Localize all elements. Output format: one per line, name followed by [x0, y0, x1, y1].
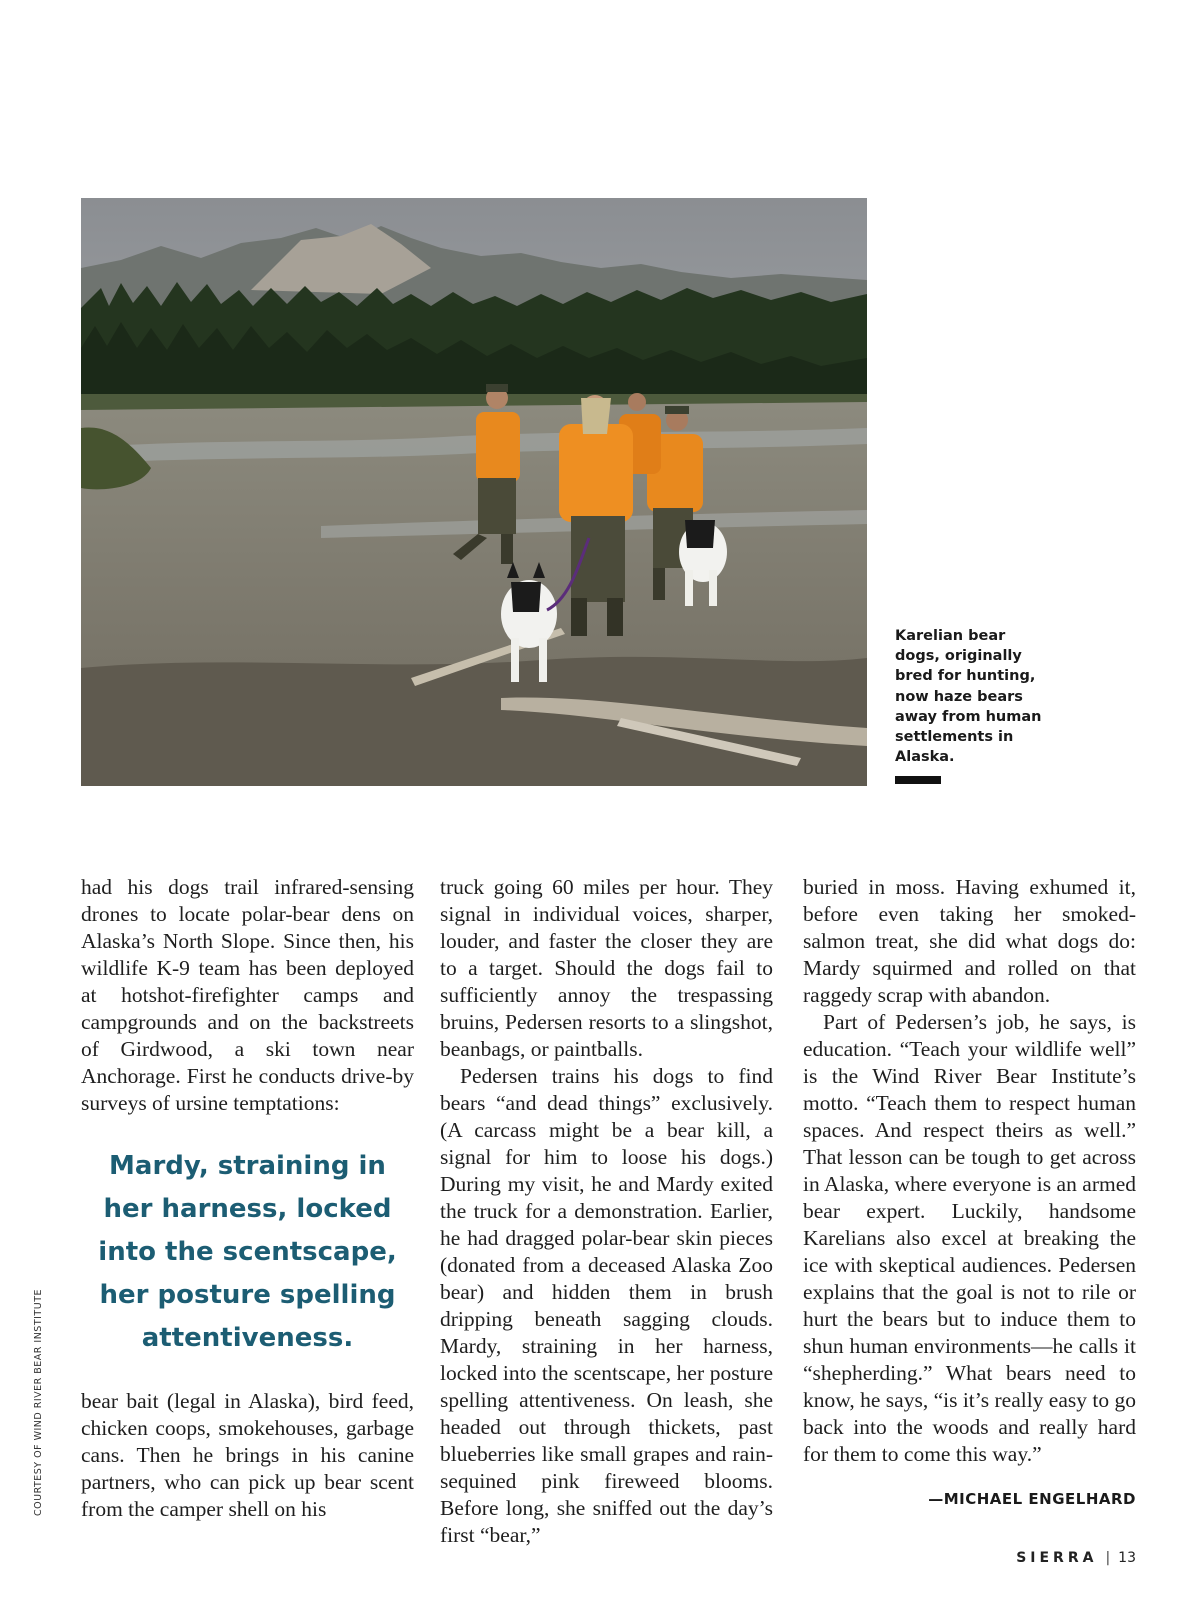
page-folio: [960, 1550, 1136, 1566]
page-number: 13: [1118, 1550, 1136, 1566]
caption-rule: [895, 776, 941, 784]
folio-separator: |: [1105, 1550, 1111, 1566]
body-paragraph: bear bait (legal in Alaska), bird feed, chicken coops, smokehouses, garbage cans. Then he brings in his canine partners, who can pick up bear scent from the camper shell on his: [81, 1389, 414, 1521]
photo-caption: Karelian bear dogs, originally bred for hunting, now haze bears away from human settlements in Alaska.: [895, 628, 1042, 766]
article-column-1-continued: [81, 1388, 414, 1523]
photo-credit: COURTESY OF WIND RIVER BEAR INSTITUTE: [33, 1289, 44, 1516]
body-paragraph: Pedersen trains his dogs to find bears “and dead things” exclusively. (A carcass might be a bear kill, a signal for him to loose his dogs.) During my visit, he and Mardy exited the truck for a demonstration. Earlier, he had dragged polar-bear skin pieces (donated from a deceased Alaska Zoo bear) and hidden them in brush dripping beneath sagging clouds. Mardy, straining in her harness, locked into the scentscape, her posture spelling attentiveness. On leash, she headed out through thickets, past blueberries like small grapes and rain-sequined pink fireweed blooms. Before long, she sniffed out the day’s first “bear,”: [440, 1064, 773, 1547]
photo-illustration: [81, 198, 867, 786]
author-byline: —MICHAEL ENGELHARD: [928, 1490, 1136, 1508]
article-column-3: [803, 874, 1136, 1468]
pull-quote: Mardy, straining in her harness, locked into the scentscape, her posture spelling attentiveness.: [98, 1151, 397, 1353]
article-column-1: [81, 874, 414, 1117]
article-column-2: [440, 874, 773, 1549]
article-photo: [81, 198, 867, 786]
body-paragraph: Part of Pedersen’s job, he says, is education. “Teach your wildlife well” is the Wind River Bear Institute’s motto. “Teach them to respect human spaces. And respect theirs as well.” That lesson can be tough to get across in Alaska, where everyone is an armed bear expert. Luckily, handsome Karelians also excel at breaking the ice with skeptical audiences. Pedersen explains that the goal is not to rile or hurt the bears but to induce them to shun human environments—he calls it “shepherding.” What bears need to know, he says, “is it’s really easy to go back into the woods and really hard for them to come this way.”: [803, 1010, 1136, 1466]
body-paragraph: buried in moss. Having exhumed it, before even taking her smoked-salmon treat, she did what dogs do: Mardy squirmed and rolled on that raggedy scrap with abandon.: [803, 875, 1136, 1007]
magazine-name: SIERRA: [1016, 1550, 1098, 1566]
body-paragraph: truck going 60 miles per hour. They signal in individual voices, sharper, louder, and faster the closer they are to a target. Should the dogs fail to sufficiently annoy the trespassing bruins, Pedersen resorts to a slingshot, beanbags, or paintballs.: [440, 875, 773, 1061]
body-paragraph: had his dogs trail infrared-sensing drones to locate polar-bear dens on Alaska’s North Slope. Since then, his wildlife K-9 team has been deployed at hotshot-firefighter camps and campgrounds and on the backstreets of Girdwood, a ski town near Anchorage. First he conducts drive-by surveys of ursine temptations:: [81, 875, 414, 1115]
